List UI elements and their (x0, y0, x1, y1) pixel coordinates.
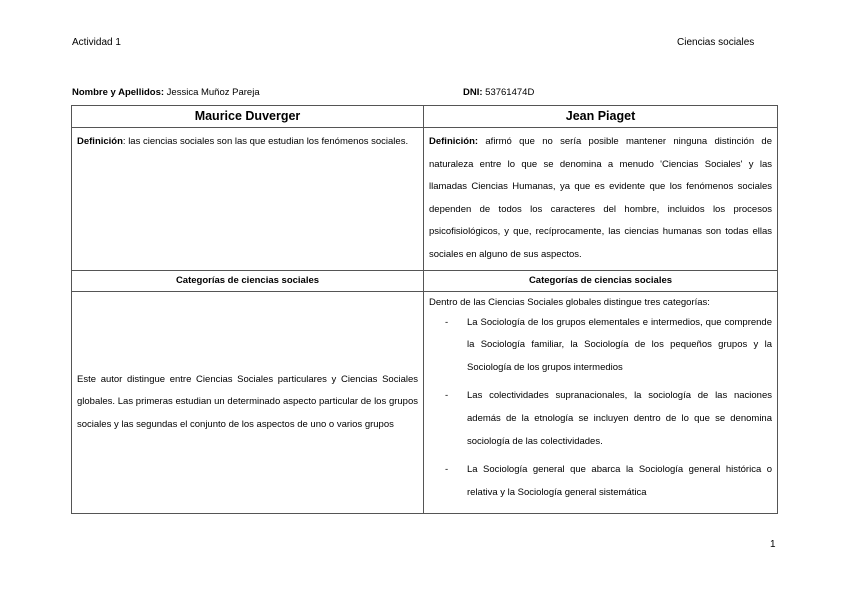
header-activity: Actividad 1 (72, 37, 121, 48)
title-row (72, 106, 778, 128)
definition-row (72, 128, 778, 271)
name-label: Nombre y Apellidos: (72, 87, 165, 98)
col1-title: Maurice Duverger (72, 106, 424, 128)
list-item: - Las colectividades supranacionales, la sociología de las naciones además de la etnología se incluyen dentro de lo que se denomina sociología de las colectividades. (467, 385, 772, 453)
col1-def-label: Definición (77, 136, 123, 147)
page-number: 1 (770, 539, 776, 550)
list-item: - La Sociología general que abarca la Sociología general histórica o relativa y la Sociología general sistemática (467, 459, 772, 504)
student-name-line (72, 87, 260, 98)
col2-categories-cell (424, 291, 778, 514)
col2-definition: afirmó que no sería posible mantener ninguna distinción de naturaleza entre lo que se denomina a menudo 'Ciencias Sociales' y las llamadas Ciencias Humanas, ya que es evidente que los fenómenos sociales dependen de todos los caracteres del hombre, incluidos los procesos psicofisiológicos, y que, recíprocamente, las ciencias humanas son todas ellas sociales en alguno de sus aspectos. (429, 136, 772, 260)
col1-definition-cell (72, 128, 424, 271)
list-item: - La Sociología de los grupos elementales e intermedios, que comprende la Sociología familiar, la Sociología de los pequeños grupos y la Sociología de los grupos intermedios (467, 312, 772, 380)
col2-def-label: Definición: (429, 136, 479, 147)
name-value: Jessica Muñoz Pareja (166, 87, 260, 98)
col2-definition-cell (424, 128, 778, 271)
category-content-row (72, 291, 778, 514)
col2-category-title: Categorías de ciencias sociales (424, 270, 778, 291)
col1-definition: : las ciencias sociales son las que estudian los fenómenos sociales. (122, 136, 409, 147)
col2-title: Jean Piaget (424, 106, 778, 128)
category-title-row (72, 270, 778, 291)
col1-categories: Este autor distingue entre Ciencias Sociales particulares y Ciencias Sociales globales. Las primeras estudian un determinado aspecto particular de los grupos sociales y las segundas el conjunto de los aspectos de uno o varios grupos (72, 291, 424, 514)
dni-label: DNI: (463, 87, 483, 98)
student-dni-line (463, 87, 534, 98)
col1-category-title: Categorías de ciencias sociales (72, 270, 424, 291)
comparison-table (71, 105, 778, 514)
col2-categories-list (429, 312, 772, 505)
col2-categories-intro: Dentro de las Ciencias Sociales globales distingue tres categorías: (429, 296, 710, 308)
dni-value: 53761474D (485, 87, 535, 98)
header-subject: Ciencias sociales (677, 37, 755, 48)
